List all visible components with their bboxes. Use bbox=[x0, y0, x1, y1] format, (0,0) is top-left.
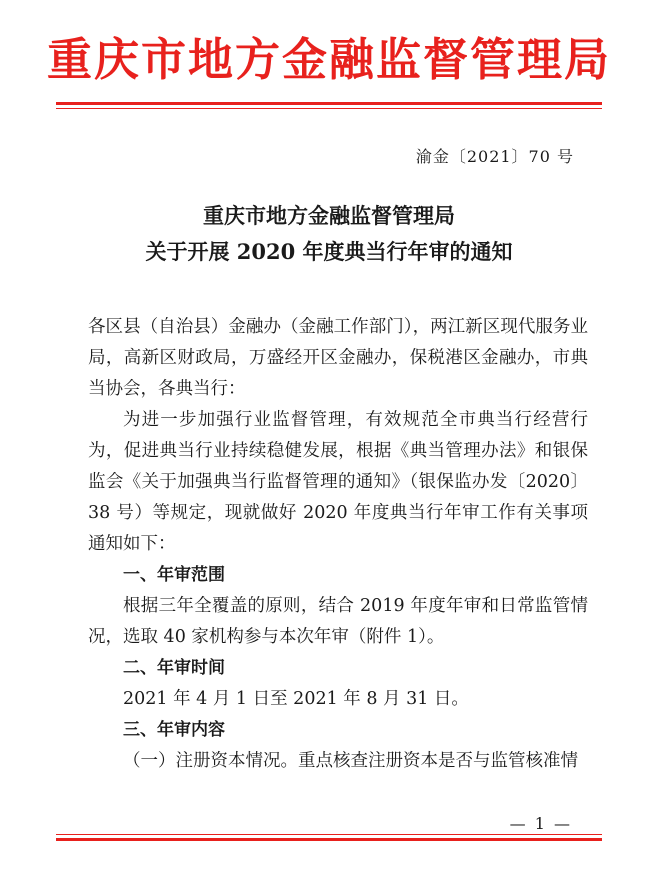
section-heading-time: 二、年审时间 bbox=[123, 658, 225, 678]
recipients-paragraph: 各区县（自治县）金融办（金融工作部门），两江新区现代服务业局，高新区财政局，万盛经开区金融办，保税港区金融办，市典当协会，各典当行： bbox=[88, 317, 588, 399]
page-number: — 1 — bbox=[504, 814, 578, 833]
section-text-scope: 根据三年全覆盖的原则，结合 2019 年度年审和日常监管情况，选取 40 家机构参与本次年审（附件 1）。 bbox=[88, 596, 588, 647]
section-heading-scope: 一、年审范围 bbox=[123, 565, 225, 585]
footer-rule-thin bbox=[56, 834, 602, 835]
footer-rule-thick bbox=[56, 838, 602, 841]
agency-header: 重庆市地方金融监督管理局 bbox=[46, 33, 611, 86]
section-text-content: （一）注册资本情况。重点核查注册资本是否与监管核准情 bbox=[123, 751, 578, 771]
intro-paragraph: 为进一步加强行业监督管理，有效规范全市典当行经营行为，促进典当行业持续稳健发展，根据《典当管理办法》和银保监会《关于加强典当行监督管理的通知》（银保监办发〔2020〕38 号）等规定，现就做好 2020 年度典当行年审工作有关事项通知如下： bbox=[88, 410, 588, 554]
document-number: 渝金〔2021〕70 号 bbox=[415, 147, 574, 166]
document-body bbox=[88, 312, 588, 777]
section-text-time: 2021 年 4 月 1 日至 2021 年 8 月 31 日。 bbox=[123, 689, 469, 709]
section-heading-content: 三、年审内容 bbox=[123, 720, 225, 740]
header-rule-thin bbox=[56, 108, 602, 109]
header-rule-thick bbox=[56, 102, 602, 105]
document-title-line2: 关于开展 2020 年度典当行年审的通知 bbox=[145, 239, 513, 264]
document-title-line1: 重庆市地方金融监督管理局 bbox=[203, 203, 455, 228]
